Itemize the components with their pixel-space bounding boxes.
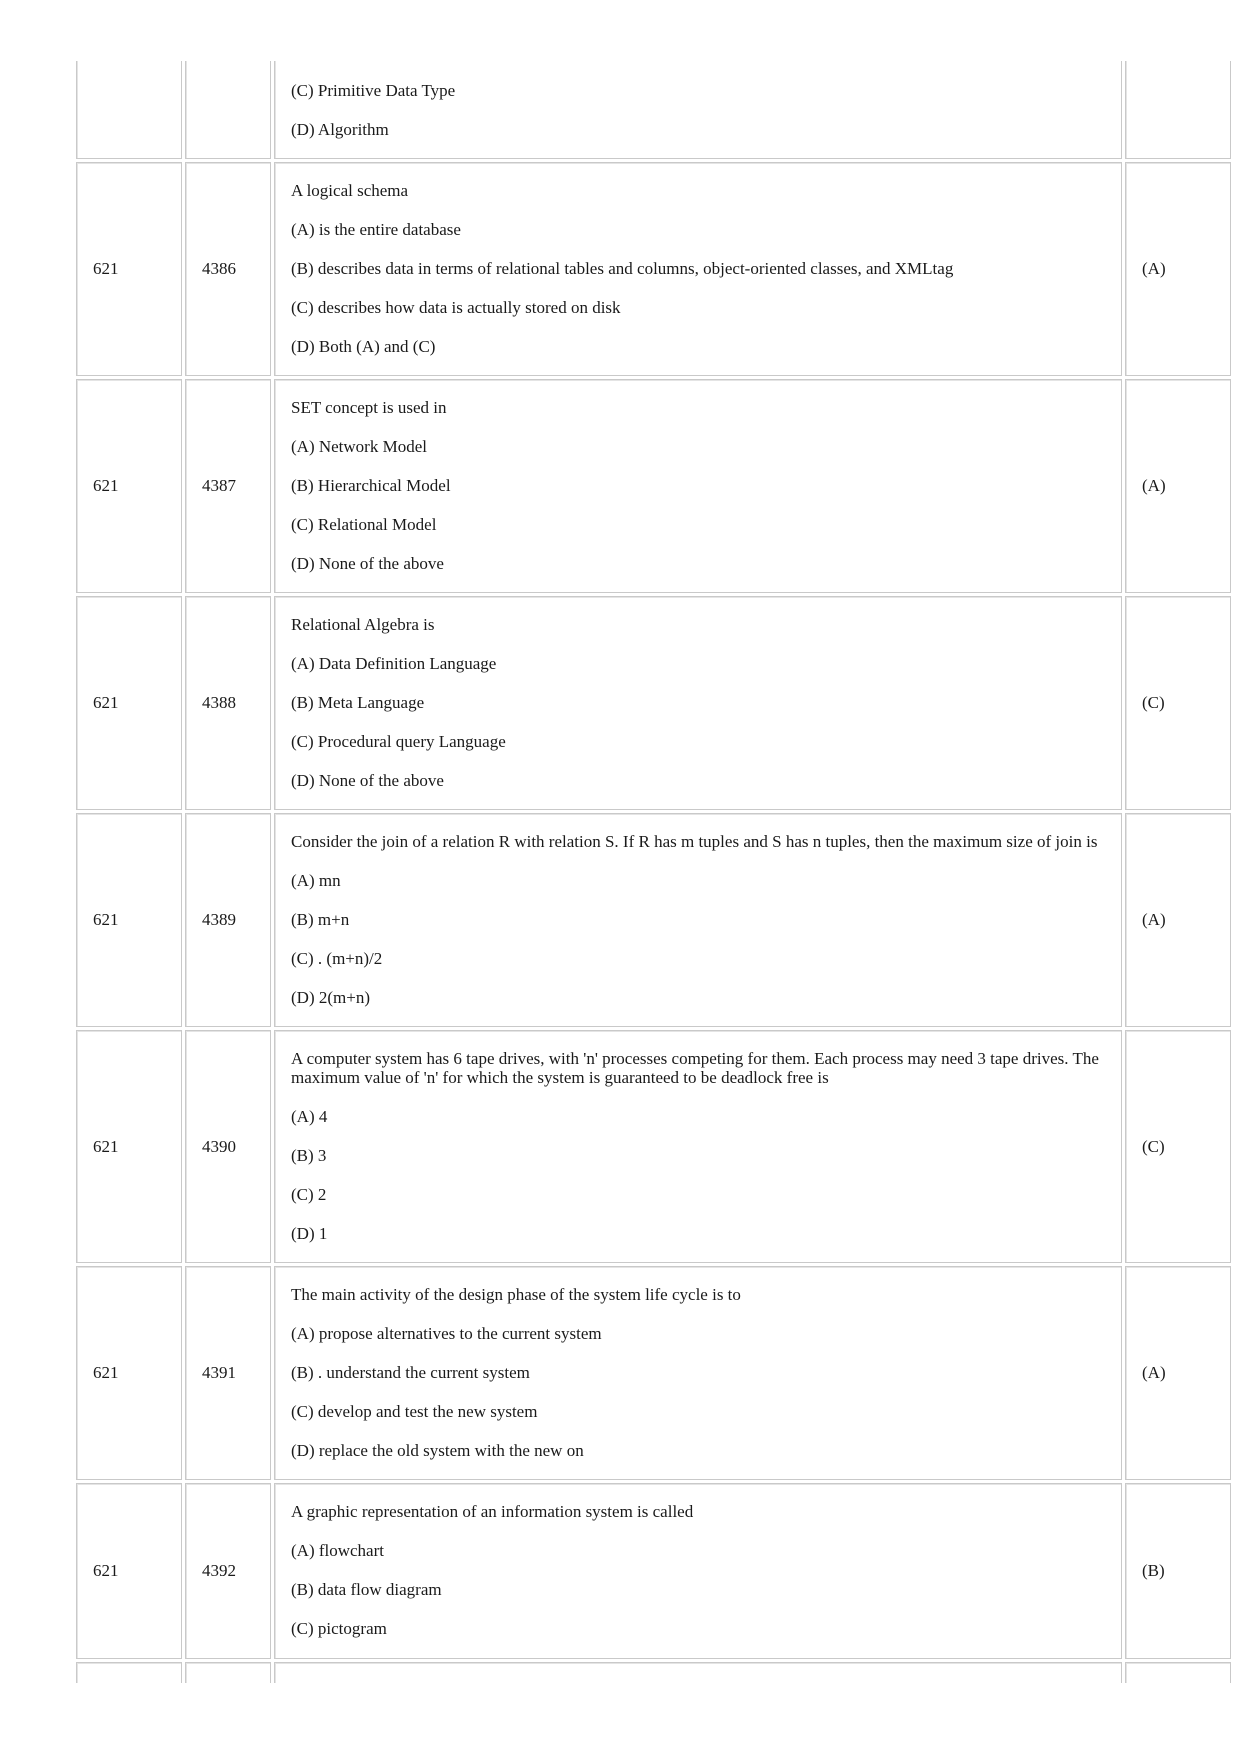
option-text: (A) propose alternatives to the current system <box>291 1324 602 1343</box>
subject-cell: 621 <box>76 596 182 810</box>
option-text: (B) 3 <box>291 1146 327 1165</box>
option-text: (B) Hierarchical Model <box>291 476 451 495</box>
question-cell <box>274 1266 1122 1480</box>
option-text: (D) replace the old system with the new on <box>291 1441 584 1460</box>
questions-table <box>73 58 1234 1686</box>
question-cell <box>274 162 1122 376</box>
table-row <box>76 1483 1231 1659</box>
question-cell <box>274 61 1122 159</box>
question-text: SET concept is used in <box>291 398 447 417</box>
question-text: A graphic representation of an information system is called <box>291 1502 694 1521</box>
option-text: (A) Network Model <box>291 437 427 456</box>
option-text: (B) . understand the current system <box>291 1363 530 1382</box>
question-cell <box>274 1662 1122 1683</box>
answer-cell: (A) <box>1125 379 1231 593</box>
option-text: (B) data flow diagram <box>291 1580 442 1599</box>
question-text: A logical schema <box>291 181 409 200</box>
subject-cell: 621 <box>76 1483 182 1659</box>
question-number-cell: 4390 <box>185 1030 271 1263</box>
option-text: (D) Both (A) and (C) <box>291 337 436 356</box>
option-text: (B) describes data in terms of relational tables and columns, object-oriented classes, and XMLtag <box>291 259 954 278</box>
answer-cell: (A) <box>1125 813 1231 1027</box>
subject-cell: 621 <box>76 1030 182 1263</box>
answer-cell <box>1125 1662 1231 1683</box>
question-text: Consider the join of a relation R with relation S. If R has m tuples and S has n tuples, then the maximum size of join is <box>291 832 1098 851</box>
option-text: (A) flowchart <box>291 1541 384 1560</box>
option-text: (C) Primitive Data Type <box>291 81 456 100</box>
question-cell <box>274 596 1122 810</box>
option-text: (B) Meta Language <box>291 693 425 712</box>
question-cell <box>274 1483 1122 1659</box>
question-number-cell: 4392 <box>185 1483 271 1659</box>
table-row <box>76 162 1231 376</box>
question-number-cell: 4391 <box>185 1266 271 1480</box>
question-cell <box>274 813 1122 1027</box>
subject-cell: 621 <box>76 162 182 376</box>
option-text: (D) None of the above <box>291 771 444 790</box>
question-cell <box>274 379 1122 593</box>
answer-cell <box>1125 61 1231 159</box>
question-text: Relational Algebra is <box>291 615 435 634</box>
option-text: (D) 2(m+n) <box>291 988 370 1007</box>
answer-cell: (C) <box>1125 1030 1231 1263</box>
option-text: (A) mn <box>291 871 341 890</box>
question-cell <box>274 1030 1122 1263</box>
option-text: (D) None of the above <box>291 554 444 573</box>
option-text: (A) 4 <box>291 1107 328 1126</box>
answer-cell: (C) <box>1125 596 1231 810</box>
question-number-cell: 4386 <box>185 162 271 376</box>
table-row <box>76 1266 1231 1480</box>
subject-cell: 621 <box>76 813 182 1027</box>
subject-cell: 621 <box>76 1266 182 1480</box>
question-number-cell: 4387 <box>185 379 271 593</box>
option-text: (C) Relational Model <box>291 515 437 534</box>
table-row <box>76 596 1231 810</box>
answer-cell: (A) <box>1125 1266 1231 1480</box>
option-text: (C) . (m+n)/2 <box>291 949 383 968</box>
subject-cell: 621 <box>76 379 182 593</box>
table-row <box>76 1662 1231 1683</box>
table-row <box>76 379 1231 593</box>
option-text: (A) Data Definition Language <box>291 654 497 673</box>
option-text: (D) Algorithm <box>291 120 389 139</box>
option-text: (D) 1 <box>291 1224 328 1243</box>
table-row <box>76 1030 1231 1263</box>
option-text: (C) Procedural query Language <box>291 732 506 751</box>
option-text: (A) is the entire database <box>291 220 461 239</box>
subject-cell <box>76 1662 182 1683</box>
option-text: (C) develop and test the new system <box>291 1402 538 1421</box>
question-number-cell: 4389 <box>185 813 271 1027</box>
question-number-cell <box>185 1662 271 1683</box>
option-text: (C) describes how data is actually stored on disk <box>291 298 621 317</box>
table-row <box>76 813 1231 1027</box>
question-text: A computer system has 6 tape drives, with 'n' processes competing for them. Each process may need 3 tape drives. The maximum value of 'n' for which the system is guaranteed to be deadlock free is <box>291 1049 1099 1087</box>
option-text: (B) m+n <box>291 910 350 929</box>
answer-cell: (A) <box>1125 162 1231 376</box>
table-row-continued <box>76 61 1231 159</box>
option-text: (C) pictogram <box>291 1619 387 1638</box>
question-number-cell: 4388 <box>185 596 271 810</box>
subject-cell <box>76 61 182 159</box>
question-text: The main activity of the design phase of the system life cycle is to <box>291 1285 741 1304</box>
answer-cell: (B) <box>1125 1483 1231 1659</box>
question-number-cell <box>185 61 271 159</box>
option-text: (C) 2 <box>291 1185 327 1204</box>
